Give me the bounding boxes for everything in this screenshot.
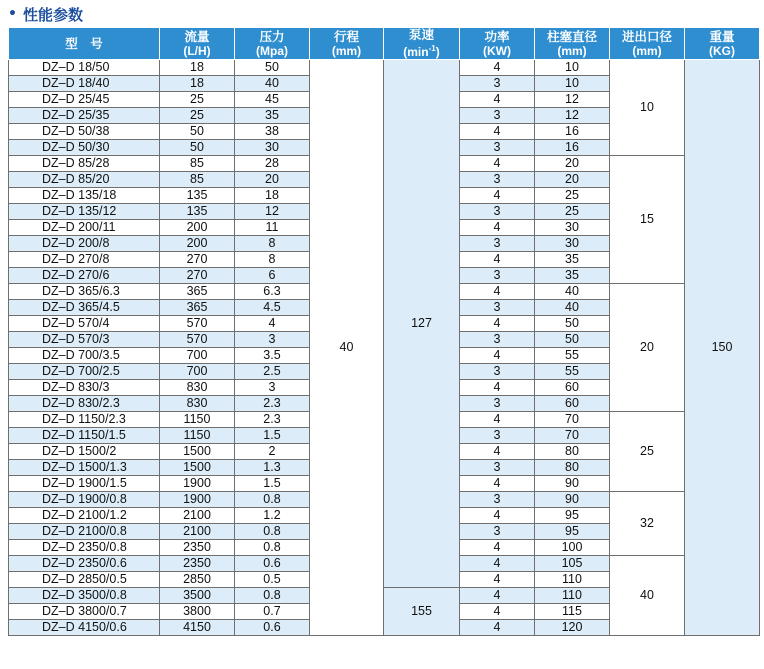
pressure-cell: 1.2 xyxy=(235,508,310,524)
header-model: 型 号 xyxy=(9,28,160,60)
flow-cell: 85 xyxy=(160,156,235,172)
flow-cell: 25 xyxy=(160,108,235,124)
section-title: 性能参数 xyxy=(22,5,83,24)
power-cell: 4 xyxy=(460,508,535,524)
plunger-diameter-cell: 95 xyxy=(535,524,610,540)
pressure-cell: 6.3 xyxy=(235,284,310,300)
flow-cell: 570 xyxy=(160,316,235,332)
model-cell: DZ–D 830/2.3 xyxy=(9,396,160,412)
flow-cell: 1150 xyxy=(160,412,235,428)
model-cell: DZ–D 50/38 xyxy=(9,124,160,140)
power-cell: 4 xyxy=(460,92,535,108)
pressure-cell: 35 xyxy=(235,108,310,124)
flow-cell: 2100 xyxy=(160,524,235,540)
flow-cell: 270 xyxy=(160,268,235,284)
pressure-cell: 3.5 xyxy=(235,348,310,364)
plunger-diameter-cell: 20 xyxy=(535,172,610,188)
plunger-diameter-cell: 12 xyxy=(535,92,610,108)
weight-cell: 150 xyxy=(685,60,760,636)
plunger-diameter-cell: 50 xyxy=(535,332,610,348)
header-flow: 流量 (L/H) xyxy=(160,28,235,60)
pressure-cell: 45 xyxy=(235,92,310,108)
flow-cell: 200 xyxy=(160,220,235,236)
plunger-diameter-cell: 95 xyxy=(535,508,610,524)
flow-cell: 135 xyxy=(160,204,235,220)
header-plunger-diameter: 柱塞直径 (mm) xyxy=(535,28,610,60)
model-cell: DZ–D 270/8 xyxy=(9,252,160,268)
model-cell: DZ–D 18/50 xyxy=(9,60,160,76)
plunger-diameter-cell: 25 xyxy=(535,204,610,220)
pressure-cell: 2.3 xyxy=(235,396,310,412)
power-cell: 3 xyxy=(460,332,535,348)
model-cell: DZ–D 830/3 xyxy=(9,380,160,396)
power-cell: 3 xyxy=(460,300,535,316)
model-cell: DZ–D 1500/2 xyxy=(9,444,160,460)
table-header-row xyxy=(9,28,760,60)
flow-cell: 365 xyxy=(160,284,235,300)
flow-cell: 18 xyxy=(160,60,235,76)
pressure-cell: 4.5 xyxy=(235,300,310,316)
model-cell: DZ–D 365/4.5 xyxy=(9,300,160,316)
power-cell: 4 xyxy=(460,620,535,636)
model-cell: DZ–D 85/28 xyxy=(9,156,160,172)
power-cell: 3 xyxy=(460,396,535,412)
pressure-cell: 0.6 xyxy=(235,556,310,572)
performance-table xyxy=(8,27,760,636)
plunger-diameter-cell: 12 xyxy=(535,108,610,124)
flow-cell: 50 xyxy=(160,124,235,140)
flow-cell: 270 xyxy=(160,252,235,268)
model-cell: DZ–D 2350/0.6 xyxy=(9,556,160,572)
power-cell: 4 xyxy=(460,284,535,300)
flow-cell: 365 xyxy=(160,300,235,316)
model-cell: DZ–D 200/8 xyxy=(9,236,160,252)
plunger-diameter-cell: 60 xyxy=(535,380,610,396)
header-power: 功率 (KW) xyxy=(460,28,535,60)
pressure-cell: 28 xyxy=(235,156,310,172)
power-cell: 4 xyxy=(460,476,535,492)
model-cell: DZ–D 700/2.5 xyxy=(9,364,160,380)
model-cell: DZ–D 700/3.5 xyxy=(9,348,160,364)
model-cell: DZ–D 1500/1.3 xyxy=(9,460,160,476)
port-diameter-cell: 25 xyxy=(610,412,685,492)
pressure-cell: 18 xyxy=(235,188,310,204)
power-cell: 3 xyxy=(460,524,535,540)
plunger-diameter-cell: 30 xyxy=(535,220,610,236)
model-cell: DZ–D 2100/1.2 xyxy=(9,508,160,524)
flow-cell: 830 xyxy=(160,380,235,396)
plunger-diameter-cell: 80 xyxy=(535,444,610,460)
port-diameter-cell: 32 xyxy=(610,492,685,556)
flow-cell: 700 xyxy=(160,348,235,364)
power-cell: 4 xyxy=(460,252,535,268)
power-cell: 4 xyxy=(460,348,535,364)
flow-cell: 85 xyxy=(160,172,235,188)
power-cell: 3 xyxy=(460,108,535,124)
model-cell: DZ–D 25/35 xyxy=(9,108,160,124)
model-cell: DZ–D 2100/0.8 xyxy=(9,524,160,540)
plunger-diameter-cell: 105 xyxy=(535,556,610,572)
plunger-diameter-cell: 55 xyxy=(535,348,610,364)
pressure-cell: 0.8 xyxy=(235,524,310,540)
pressure-cell: 0.8 xyxy=(235,492,310,508)
plunger-diameter-cell: 40 xyxy=(535,300,610,316)
power-cell: 3 xyxy=(460,364,535,380)
plunger-diameter-cell: 30 xyxy=(535,236,610,252)
model-cell: DZ–D 2350/0.8 xyxy=(9,540,160,556)
flow-cell: 1150 xyxy=(160,428,235,444)
plunger-diameter-cell: 35 xyxy=(535,252,610,268)
table-body xyxy=(9,60,760,636)
flow-cell: 830 xyxy=(160,396,235,412)
power-cell: 3 xyxy=(460,204,535,220)
model-cell: DZ–D 4150/0.6 xyxy=(9,620,160,636)
model-cell: DZ–D 1900/1.5 xyxy=(9,476,160,492)
flow-cell: 25 xyxy=(160,92,235,108)
port-diameter-cell: 15 xyxy=(610,156,685,284)
flow-cell: 3800 xyxy=(160,604,235,620)
plunger-diameter-cell: 90 xyxy=(535,476,610,492)
plunger-diameter-cell: 10 xyxy=(535,76,610,92)
model-cell: DZ–D 18/40 xyxy=(9,76,160,92)
bullet-icon: • xyxy=(8,6,17,22)
power-cell: 3 xyxy=(460,236,535,252)
plunger-diameter-cell: 10 xyxy=(535,60,610,76)
pressure-cell: 50 xyxy=(235,60,310,76)
pressure-cell: 0.8 xyxy=(235,588,310,604)
pressure-cell: 4 xyxy=(235,316,310,332)
flow-cell: 135 xyxy=(160,188,235,204)
header-pressure: 压力 (Mpa) xyxy=(235,28,310,60)
plunger-diameter-cell: 40 xyxy=(535,284,610,300)
power-cell: 4 xyxy=(460,540,535,556)
power-cell: 4 xyxy=(460,588,535,604)
model-cell: DZ–D 85/20 xyxy=(9,172,160,188)
power-cell: 4 xyxy=(460,556,535,572)
plunger-diameter-cell: 25 xyxy=(535,188,610,204)
power-cell: 4 xyxy=(460,156,535,172)
pressure-cell: 2.5 xyxy=(235,364,310,380)
port-diameter-cell: 20 xyxy=(610,284,685,412)
model-cell: DZ–D 570/4 xyxy=(9,316,160,332)
flow-cell: 2850 xyxy=(160,572,235,588)
flow-cell: 2350 xyxy=(160,556,235,572)
pressure-cell: 40 xyxy=(235,76,310,92)
flow-cell: 50 xyxy=(160,140,235,156)
pressure-cell: 0.6 xyxy=(235,620,310,636)
model-cell: DZ–D 135/18 xyxy=(9,188,160,204)
pressure-cell: 2 xyxy=(235,444,310,460)
pressure-cell: 12 xyxy=(235,204,310,220)
flow-cell: 2100 xyxy=(160,508,235,524)
model-cell: DZ–D 200/11 xyxy=(9,220,160,236)
flow-cell: 1900 xyxy=(160,476,235,492)
model-cell: DZ–D 3800/0.7 xyxy=(9,604,160,620)
model-cell: DZ–D 135/12 xyxy=(9,204,160,220)
power-cell: 4 xyxy=(460,220,535,236)
pressure-cell: 0.8 xyxy=(235,540,310,556)
power-cell: 3 xyxy=(460,172,535,188)
pressure-cell: 38 xyxy=(235,124,310,140)
power-cell: 3 xyxy=(460,428,535,444)
model-cell: DZ–D 570/3 xyxy=(9,332,160,348)
port-diameter-cell: 10 xyxy=(610,60,685,156)
flow-cell: 1900 xyxy=(160,492,235,508)
plunger-diameter-cell: 80 xyxy=(535,460,610,476)
pressure-cell: 0.7 xyxy=(235,604,310,620)
power-cell: 3 xyxy=(460,268,535,284)
flow-cell: 3500 xyxy=(160,588,235,604)
plunger-diameter-cell: 35 xyxy=(535,268,610,284)
section-heading xyxy=(8,2,83,26)
plunger-diameter-cell: 70 xyxy=(535,428,610,444)
pressure-cell: 1.5 xyxy=(235,428,310,444)
power-cell: 4 xyxy=(460,124,535,140)
flow-cell: 1500 xyxy=(160,460,235,476)
plunger-diameter-cell: 115 xyxy=(535,604,610,620)
plunger-diameter-cell: 120 xyxy=(535,620,610,636)
header-port-diameter: 进出口径 (mm) xyxy=(610,28,685,60)
model-cell: DZ–D 365/6.3 xyxy=(9,284,160,300)
model-cell: DZ–D 1900/0.8 xyxy=(9,492,160,508)
flow-cell: 570 xyxy=(160,332,235,348)
pressure-cell: 8 xyxy=(235,236,310,252)
pressure-cell: 1.3 xyxy=(235,460,310,476)
pressure-cell: 3 xyxy=(235,332,310,348)
power-cell: 4 xyxy=(460,604,535,620)
pressure-cell: 8 xyxy=(235,252,310,268)
plunger-diameter-cell: 110 xyxy=(535,588,610,604)
plunger-diameter-cell: 60 xyxy=(535,396,610,412)
power-cell: 4 xyxy=(460,60,535,76)
model-cell: DZ–D 270/6 xyxy=(9,268,160,284)
model-cell: DZ–D 3500/0.8 xyxy=(9,588,160,604)
power-cell: 4 xyxy=(460,380,535,396)
flow-cell: 700 xyxy=(160,364,235,380)
power-cell: 3 xyxy=(460,76,535,92)
model-cell: DZ–D 50/30 xyxy=(9,140,160,156)
table-row xyxy=(9,60,760,76)
model-cell: DZ–D 1150/1.5 xyxy=(9,428,160,444)
power-cell: 4 xyxy=(460,188,535,204)
pressure-cell: 20 xyxy=(235,172,310,188)
plunger-diameter-cell: 110 xyxy=(535,572,610,588)
flow-cell: 200 xyxy=(160,236,235,252)
pressure-cell: 1.5 xyxy=(235,476,310,492)
port-diameter-cell: 40 xyxy=(610,556,685,636)
pressure-cell: 0.5 xyxy=(235,572,310,588)
plunger-diameter-cell: 90 xyxy=(535,492,610,508)
flow-cell: 1500 xyxy=(160,444,235,460)
flow-cell: 2350 xyxy=(160,540,235,556)
pump-speed-cell: 155 xyxy=(384,588,460,636)
power-cell: 3 xyxy=(460,492,535,508)
power-cell: 4 xyxy=(460,316,535,332)
plunger-diameter-cell: 20 xyxy=(535,156,610,172)
flow-cell: 18 xyxy=(160,76,235,92)
pressure-cell: 3 xyxy=(235,380,310,396)
stroke-cell: 40 xyxy=(310,60,384,636)
plunger-diameter-cell: 55 xyxy=(535,364,610,380)
plunger-diameter-cell: 50 xyxy=(535,316,610,332)
plunger-diameter-cell: 70 xyxy=(535,412,610,428)
pressure-cell: 30 xyxy=(235,140,310,156)
power-cell: 4 xyxy=(460,444,535,460)
power-cell: 4 xyxy=(460,412,535,428)
power-cell: 4 xyxy=(460,572,535,588)
plunger-diameter-cell: 16 xyxy=(535,140,610,156)
power-cell: 3 xyxy=(460,460,535,476)
model-cell: DZ–D 25/45 xyxy=(9,92,160,108)
pressure-cell: 11 xyxy=(235,220,310,236)
model-cell: DZ–D 1150/2.3 xyxy=(9,412,160,428)
power-cell: 3 xyxy=(460,140,535,156)
plunger-diameter-cell: 16 xyxy=(535,124,610,140)
pressure-cell: 6 xyxy=(235,268,310,284)
plunger-diameter-cell: 100 xyxy=(535,540,610,556)
model-cell: DZ–D 2850/0.5 xyxy=(9,572,160,588)
header-weight: 重量 (KG) xyxy=(685,28,760,60)
flow-cell: 4150 xyxy=(160,620,235,636)
pump-speed-cell: 127 xyxy=(384,60,460,588)
header-stroke: 行程 (mm) xyxy=(310,28,384,60)
header-pump-speed: 泵速 $(\min^{-1})$ xyxy=(384,28,460,60)
pressure-cell: 2.3 xyxy=(235,412,310,428)
